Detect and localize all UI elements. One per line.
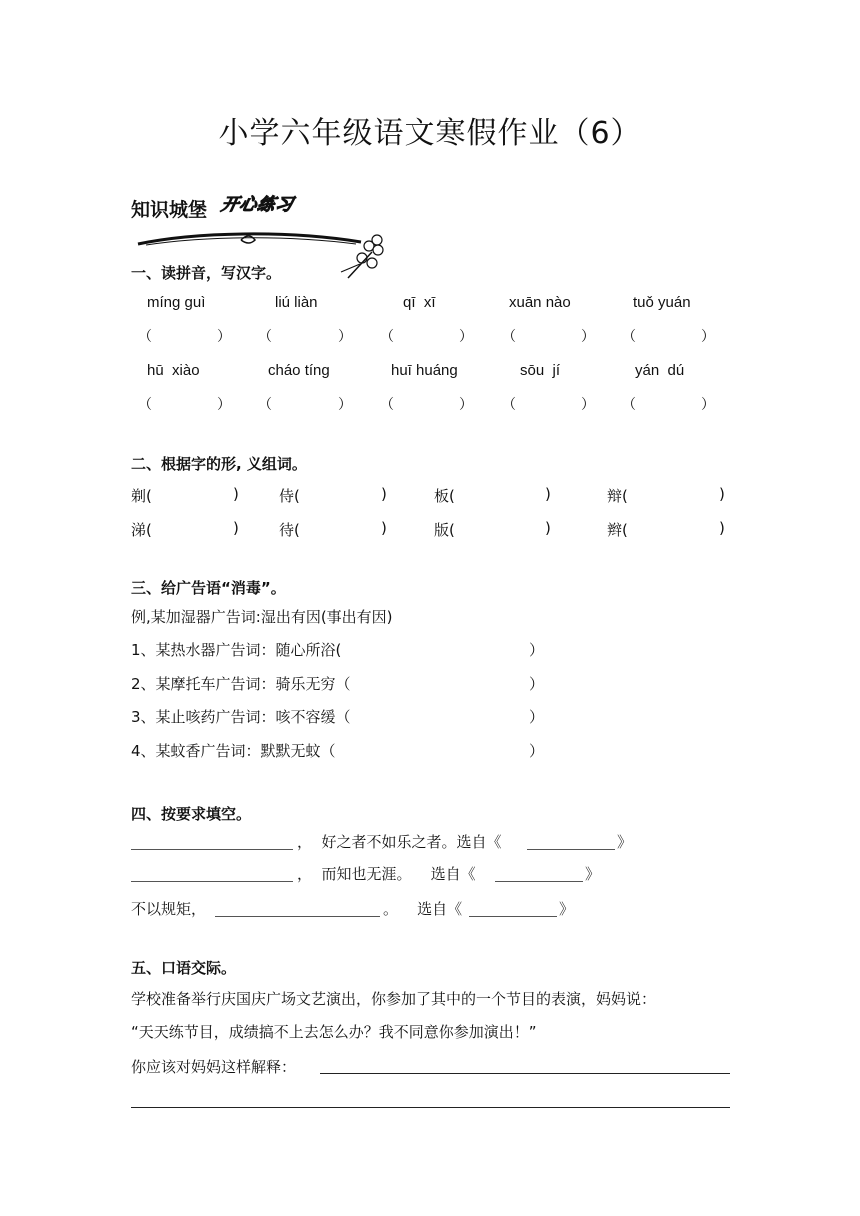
word-prompt: 待( (279, 521, 300, 539)
word-prompt: 剃( (131, 487, 152, 505)
word-prompt: 涕( (131, 521, 152, 539)
slogan-item-close: ） (529, 641, 545, 659)
example-line: 例,某加湿器广告词:湿出有因(事出有因) (131, 608, 393, 626)
pinyin-item: xuān nào (509, 294, 571, 311)
word-prompt: 辫( (607, 521, 628, 539)
answer-paren-close: ） (338, 397, 352, 413)
fill-blank[interactable] (131, 849, 293, 850)
word-prompt-close: ) (719, 519, 725, 537)
answer-paren-close: ） (581, 397, 595, 413)
answer-line[interactable] (131, 1107, 730, 1108)
pinyin-item: sōu jí (520, 362, 561, 379)
page-title: 小学六年级语文寒假作业（6） (218, 116, 642, 151)
slogan-item: 4、某蚊香广告词：默默无蚊（ (131, 742, 336, 760)
answer-paren-open: （ (502, 329, 516, 345)
answer-paren-open: （ (258, 329, 272, 345)
fill-line-text: 。 选自《 (383, 900, 463, 918)
slogan-item-close: ） (529, 675, 545, 693)
pinyin-item: huī huáng (391, 362, 458, 379)
fill-line-text: ， 而知也无涯。 选自《 (297, 865, 476, 883)
answer-paren-close: ） (701, 329, 715, 345)
book-close: 》 (617, 833, 633, 851)
fill-line-text: 不以规矩， (131, 900, 207, 918)
answer-paren-open: （ (502, 397, 516, 413)
word-prompt-close: ) (233, 519, 239, 537)
answer-line[interactable] (320, 1073, 730, 1074)
word-prompt: 版( (434, 521, 455, 539)
book-blank[interactable] (495, 881, 583, 882)
pinyin-item: míng guì (147, 294, 206, 311)
slogan-item: 3、某止咳药广告词：咳不容缓（ (131, 708, 351, 726)
pinyin-item: yán dú (635, 362, 685, 379)
answer-paren-close: ） (459, 397, 473, 413)
word-prompt-close: ) (545, 519, 551, 537)
section-3-heading: 三、给广告语“消毒”。 (131, 579, 286, 597)
fill-blank[interactable] (131, 881, 293, 882)
answer-paren-open: （ (380, 329, 394, 345)
answer-paren-close: ） (581, 329, 595, 345)
answer-paren-open: （ (380, 397, 394, 413)
pinyin-item: hū xiào (147, 362, 200, 379)
word-prompt: 辩( (607, 487, 628, 505)
word-prompt-close: ) (233, 485, 239, 503)
answer-paren-open: （ (622, 329, 636, 345)
fill-line-text: ， 好之者不如乐之者。选自《 (297, 833, 502, 851)
answer-paren-close: ） (459, 329, 473, 345)
answer-paren-close: ） (217, 329, 231, 345)
paragraph: “天天练节目，成绩搞不上去怎么办？我不同意你参加演出！” (131, 1023, 537, 1041)
book-blank[interactable] (527, 849, 615, 850)
answer-prompt: 你应该对妈妈这样解释： (131, 1058, 297, 1076)
answer-paren-open: （ (258, 397, 272, 413)
answer-paren-close: ） (338, 329, 352, 345)
pinyin-item: qī xī (403, 294, 436, 311)
answer-paren-close: ） (701, 397, 715, 413)
slogan-item: 2、某摩托车广告词：骑乐无穷（ (131, 675, 351, 693)
word-prompt: 板( (434, 487, 455, 505)
pinyin-item: liú liàn (275, 294, 318, 311)
pinyin-item: cháo tíng (268, 362, 330, 379)
answer-paren-open: （ (622, 397, 636, 413)
paragraph: 学校准备举行庆国庆广场文艺演出，你参加了其中的一个节目的表演，妈妈说： (131, 990, 657, 1008)
section-banner-fancy-text: 开心练习 (219, 195, 296, 215)
word-prompt-close: ) (381, 519, 387, 537)
book-close: 》 (559, 900, 575, 918)
section-4-heading: 四、按要求填空。 (131, 805, 252, 823)
word-prompt-close: ) (381, 485, 387, 503)
book-close: 》 (585, 865, 601, 883)
section-1-heading: 一、读拼音，写汉字。 (131, 264, 282, 282)
slogan-item: 1、某热水器广告词：随心所浴( (131, 641, 342, 659)
section-5-heading: 五、口语交际。 (131, 959, 237, 977)
pinyin-item: tuǒ yuán (633, 294, 691, 311)
answer-paren-open: （ (138, 397, 152, 413)
answer-paren-close: ） (217, 397, 231, 413)
slogan-item-close: ） (529, 742, 545, 760)
word-prompt-close: ) (719, 485, 725, 503)
section-banner-label: 知识城堡 (131, 199, 208, 221)
book-blank[interactable] (469, 916, 557, 917)
fill-blank[interactable] (215, 916, 380, 917)
section-2-heading: 二、根据字的形, 义组词。 (131, 455, 307, 473)
answer-paren-open: （ (138, 329, 152, 345)
word-prompt: 侍( (279, 487, 300, 505)
slogan-item-close: ） (529, 708, 545, 726)
word-prompt-close: ) (545, 485, 551, 503)
